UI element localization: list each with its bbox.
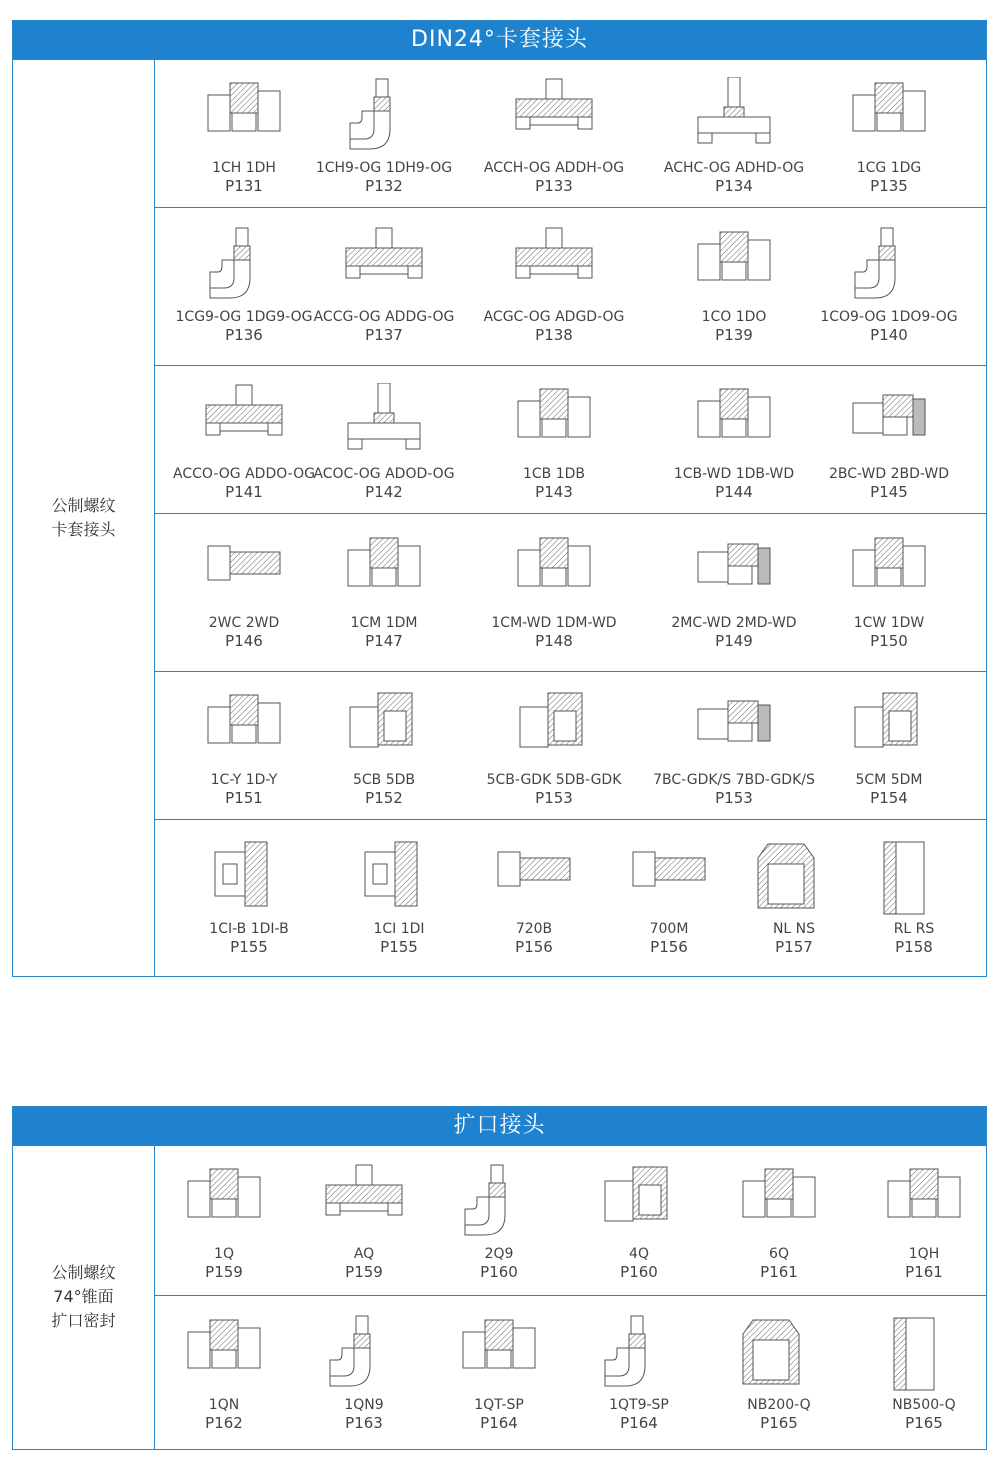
straight-union-icon [849, 532, 929, 610]
product-item[interactable] [814, 513, 964, 671]
product-item[interactable] [479, 365, 629, 513]
product-item[interactable] [814, 207, 964, 365]
tee-branch-icon [694, 77, 774, 155]
page-number: P150 [870, 632, 908, 650]
product-code: 1QN [208, 1397, 240, 1413]
product-item[interactable] [309, 513, 459, 671]
product-item[interactable] [309, 671, 459, 819]
page-number: P159 [205, 1263, 243, 1281]
product-row [154, 513, 986, 672]
product-code: 1CB 1DB [522, 466, 586, 482]
straight-union-icon [459, 1314, 539, 1392]
product-caption [289, 465, 479, 501]
product-caption [289, 614, 479, 650]
product-code: 1QH [908, 1246, 940, 1262]
product-row [154, 819, 986, 977]
page-number: P151 [225, 789, 263, 807]
product-item[interactable] [659, 513, 809, 671]
swivel-icon [514, 689, 594, 767]
page-number: P155 [380, 938, 418, 956]
page-number: P160 [620, 1263, 658, 1281]
product-code: 1CB-WD 1DB-WD [673, 466, 795, 482]
tee-icon [344, 226, 424, 304]
product-caption [289, 308, 479, 344]
page-number: P143 [535, 483, 573, 501]
category-line: 扩口密封 [51, 1311, 116, 1330]
page-number: P158 [895, 938, 933, 956]
product-row [154, 59, 986, 208]
straight-union-icon [344, 532, 424, 610]
page-number: P149 [715, 632, 753, 650]
product-code: 1QT-SP [474, 1397, 524, 1413]
page-number: P138 [535, 326, 573, 344]
product-item[interactable] [814, 59, 964, 207]
product-code: 5CM 5DM [855, 772, 923, 788]
product-caption [459, 771, 649, 807]
product-caption [289, 771, 479, 807]
straight-union-icon [514, 383, 594, 461]
elbow-icon [849, 226, 929, 304]
product-code: 5CB 5DB [352, 772, 416, 788]
straight-union-icon [694, 226, 774, 304]
section-title: DIN24°卡套接头 [13, 21, 986, 60]
product-code: 720B [515, 921, 553, 937]
product-item[interactable] [849, 1295, 999, 1451]
page-number: P147 [365, 632, 403, 650]
product-code: NL NS [772, 921, 816, 937]
nut-icon [739, 1314, 819, 1392]
product-code: 1CM 1DM [350, 615, 418, 631]
product-item[interactable] [479, 671, 629, 819]
page-number: P137 [365, 326, 403, 344]
page-number: P152 [365, 789, 403, 807]
page-number: P161 [760, 1263, 798, 1281]
product-code: ACGC-OG ADGD-OG [483, 309, 625, 325]
elbow-icon [324, 1314, 404, 1392]
banjo-icon [209, 838, 289, 916]
product-code: ACCO-OG ADDO-OG [173, 466, 315, 482]
product-caption [289, 159, 479, 195]
elbow-icon [344, 77, 424, 155]
page-number: P144 [715, 483, 753, 501]
straight-union-icon [884, 1163, 964, 1241]
straight-union-icon [204, 77, 284, 155]
product-caption [459, 614, 649, 650]
product-caption [794, 308, 984, 344]
category-line: 公制螺纹 [51, 495, 116, 515]
product-code: 1C-Y 1D-Y [210, 772, 278, 788]
product-caption [794, 771, 984, 807]
page-number: P159 [345, 1263, 383, 1281]
page-number: P148 [535, 632, 573, 650]
din24-section [12, 20, 987, 977]
adapter-icon [694, 689, 774, 767]
product-code: 2MC-WD 2MD-WD [671, 615, 797, 631]
product-row [154, 365, 986, 514]
category-line: 卡套接头 [51, 519, 116, 539]
product-code: NB200-Q [747, 1397, 811, 1413]
banjo-icon [359, 838, 439, 916]
page-number: P157 [775, 938, 813, 956]
product-row [154, 1295, 986, 1451]
product-item[interactable] [653, 671, 815, 819]
product-item[interactable] [839, 819, 989, 977]
product-caption [819, 920, 1000, 956]
product-item[interactable] [309, 207, 459, 365]
page-number: P142 [365, 483, 403, 501]
page-number: P136 [225, 326, 263, 344]
straight-union-icon [204, 689, 284, 767]
tee-icon [204, 383, 284, 461]
page-number: P141 [225, 483, 263, 501]
product-code: 1CO 1DO [701, 309, 767, 325]
product-code: 2BC-WD 2BD-WD [829, 466, 949, 482]
product-code: 1CI-B 1DI-B [209, 921, 289, 937]
product-code: 1CG 1DG [856, 160, 922, 176]
swivel-icon [849, 689, 929, 767]
straight-union-icon [739, 1163, 819, 1241]
product-code: ACOC-OG ADOD-OG [313, 466, 455, 482]
straight-union-icon [514, 532, 594, 610]
elbow-icon [204, 226, 284, 304]
product-code: 1CO9-OG 1DO9-OG [820, 309, 958, 325]
adapter-icon [849, 383, 929, 461]
tee-branch-icon [344, 383, 424, 461]
page-number: P134 [715, 177, 753, 195]
ring-icon [884, 1314, 964, 1392]
product-grid [154, 59, 986, 976]
page-number: P131 [225, 177, 263, 195]
product-code: 1CW 1DW [853, 615, 925, 631]
product-code: 2WC 2WD [208, 615, 280, 631]
weld-nipple-icon [494, 838, 574, 916]
product-row [154, 671, 986, 820]
page-number: P145 [870, 483, 908, 501]
product-code: 1CM-WD 1DM-WD [491, 615, 617, 631]
flare-section [12, 1106, 987, 1450]
page-number: P153 [715, 789, 753, 807]
page-number: P162 [205, 1414, 243, 1432]
product-item[interactable] [479, 207, 629, 365]
tee-icon [514, 77, 594, 155]
product-code: 1CH9-OG 1DH9-OG [315, 160, 453, 176]
swivel-icon [344, 689, 424, 767]
product-code: 7BC-GDK/S 7BD-GDK/S [653, 772, 815, 788]
product-code: NB500-Q [892, 1397, 956, 1413]
product-item[interactable] [309, 365, 459, 513]
product-item[interactable] [479, 59, 629, 207]
product-code: 1QN9 [344, 1397, 384, 1413]
page-number: P139 [715, 326, 753, 344]
product-caption [794, 614, 984, 650]
product-code: 6Q [769, 1246, 789, 1262]
swivel-icon [599, 1163, 679, 1241]
product-code: 1QT9-SP [609, 1397, 669, 1413]
page-number: P133 [535, 177, 573, 195]
page-number: P156 [515, 938, 553, 956]
straight-union-icon [184, 1314, 264, 1392]
page-number: P165 [905, 1414, 943, 1432]
product-item[interactable] [479, 513, 629, 671]
page-number: P155 [230, 938, 268, 956]
product-caption [794, 465, 984, 501]
adapter-icon [694, 532, 774, 610]
product-code: 1CG9-OG 1DG9-OG [175, 309, 313, 325]
product-code: ACCG-OG ADDG-OG [313, 309, 455, 325]
page-number: P163 [345, 1414, 383, 1432]
product-item[interactable] [659, 59, 809, 207]
product-code: RL RS [893, 921, 935, 937]
product-code: 1CI 1DI [373, 921, 425, 937]
product-row [154, 1145, 986, 1296]
product-caption [794, 159, 984, 195]
product-item[interactable] [174, 819, 324, 977]
product-item[interactable] [659, 207, 809, 365]
product-item[interactable] [814, 671, 964, 819]
page-number: P146 [225, 632, 263, 650]
page-number: P164 [480, 1414, 518, 1432]
page-number: P160 [480, 1263, 518, 1281]
straight-union-icon [694, 383, 774, 461]
product-caption [829, 1245, 1000, 1281]
product-caption [459, 159, 649, 195]
product-item[interactable] [849, 1145, 999, 1295]
product-code: 5CB-GDK 5DB-GDK [486, 772, 622, 788]
product-code: 2Q9 [484, 1246, 514, 1262]
ring-icon [874, 838, 954, 916]
product-code: 1CH 1DH [212, 160, 276, 176]
nut-icon [754, 838, 834, 916]
category-line: 74°锥面 [53, 1287, 114, 1306]
product-code: 4Q [629, 1246, 649, 1262]
page-number: P154 [870, 789, 908, 807]
page-number: P161 [905, 1263, 943, 1281]
product-grid [154, 1145, 986, 1449]
product-code: AQ [353, 1246, 375, 1262]
page-number: P164 [620, 1414, 658, 1432]
page-number: P135 [870, 177, 908, 195]
product-caption [459, 308, 649, 344]
product-item[interactable] [814, 365, 964, 513]
product-caption [459, 465, 649, 501]
straight-union-icon [849, 77, 929, 155]
section-title: 扩口接头 [13, 1107, 986, 1146]
weld-nipple-icon [629, 838, 709, 916]
elbow-icon [459, 1163, 539, 1241]
weld-nipple-icon [204, 532, 284, 610]
page-number: P153 [535, 789, 573, 807]
straight-union-icon [184, 1163, 264, 1241]
product-code: ACHC-OG ADHD-OG [663, 160, 805, 176]
product-item[interactable] [309, 59, 459, 207]
tee-icon [514, 226, 594, 304]
category-line: 公制螺纹 [51, 1263, 116, 1282]
page-number: P132 [365, 177, 403, 195]
page-number: P165 [760, 1414, 798, 1432]
tee-icon [324, 1163, 404, 1241]
product-code: 1Q [214, 1246, 234, 1262]
product-code: ACCH-OG ADDH-OG [483, 160, 625, 176]
product-row [154, 207, 986, 366]
page-number: P140 [870, 326, 908, 344]
product-item[interactable] [659, 365, 809, 513]
product-caption [829, 1396, 1000, 1432]
elbow-icon [599, 1314, 679, 1392]
product-code: 700M [649, 921, 689, 937]
page-number: P156 [650, 938, 688, 956]
category-label [13, 59, 155, 976]
